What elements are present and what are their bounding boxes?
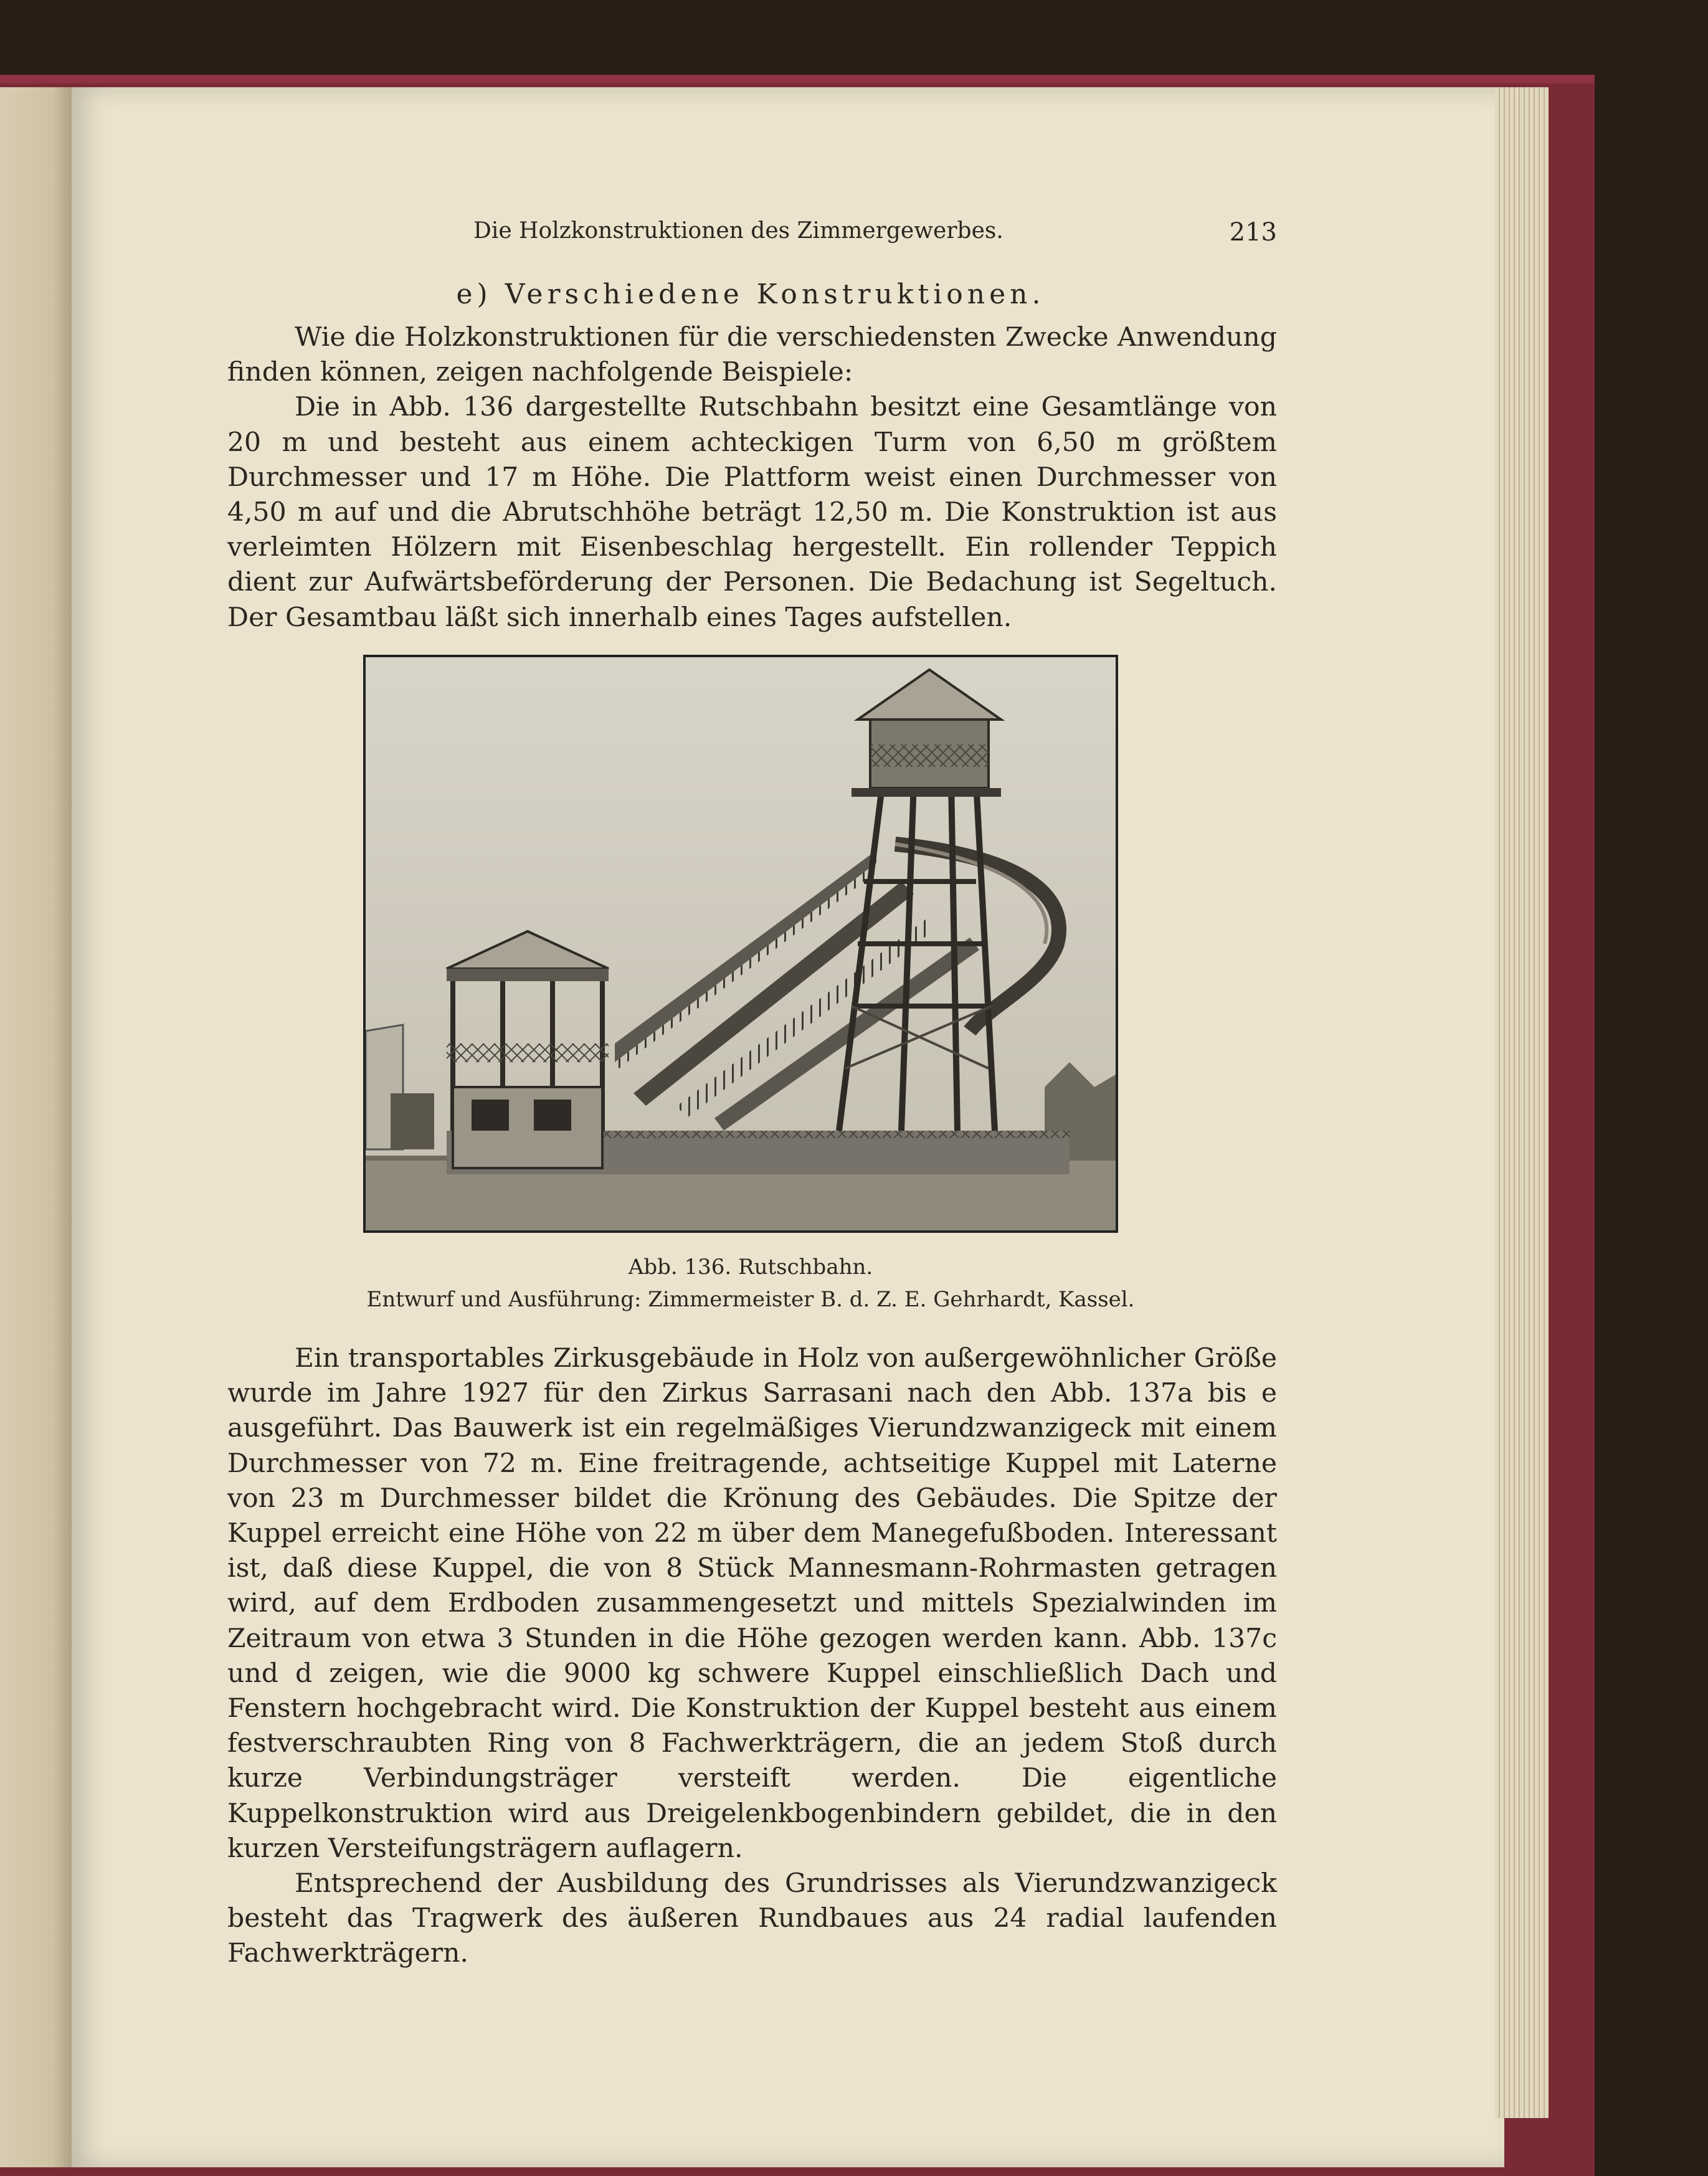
- paragraph: Entsprechend der Ausbildung des Grundrisses als Vierundzwanzigeck besteht das Tragwerk des äußeren Rundbaues aus 24 radial laufenden Fachwerkträgern.: [227, 1868, 1277, 1969]
- caption-title: Abb. 136. Rutschbahn.: [628, 1255, 873, 1280]
- body-text-bottom: [227, 1341, 1277, 1972]
- page-stack-edge: [1495, 87, 1557, 2118]
- body-text-top: [227, 320, 1277, 635]
- page-number: 213: [1229, 218, 1277, 247]
- facing-page-edge: [0, 87, 75, 2167]
- running-title: Die Holzkonstruktionen des Zimmergewerbes.: [473, 218, 1003, 244]
- caption-credit: Entwurf und Ausführung: Zimmermeister B. d. Z. E. Gehrhardt, Kassel.: [366, 1287, 1135, 1312]
- paragraph: Die in Abb. 136 dargestellte Rutschbahn besitzt eine Gesamtlänge von 20 m und besteht aus einem achteckigen Turm von 6,50 m größtem Durchmesser und 17 m Höhe. Die Plattform weist einen Durchmesser von 4,50 m auf und die Abrutschhöhe beträgt 12,50 m. Die Konstruktion ist aus verleimten Hölzern mit Eisenbeschlag hergestellt. Ein rollender Teppich dient zur Aufwärtsbeförderung der Personen. Die Bedachung ist Segeltuch. Der Gesamtbau läßt sich innerhalb eines Tages aufstellen.: [227, 392, 1277, 633]
- running-header: [224, 218, 1277, 255]
- section-heading: e) Verschiedene Konstruktionen.: [456, 278, 1045, 310]
- paragraph: Ein transportables Zirkusgebäude in Holz von außergewöhnlicher Größe wurde im Jahre 1927 für den Zirkus Sarrasani nach den Abb. 137a bis e ausgeführt. Das Bauwerk ist ein regelmäßiges Vierundzwanzigeck mit einem Durchmesser von 72 m. Eine freitragende, achtseitige Kuppel mit Laterne von 23 m Durchmesser bildet die Krönung des Gebäudes. Die Spitze der Kuppel erreicht eine Höhe von 22 m über dem Manegefußboden. Interessant ist, daß diese Kuppel, die von 8 Stück Mannesmann-Rohrmasten getragen wird, auf dem Erdboden zusammengesetzt und mittels Spezialwinden im Zeitraum von etwa 3 Stunden in die Höhe gezogen werden kann. Abb. 137c und d zeigen, wie die 9000 kg schwere Kuppel einschließlich Dach und Fenstern hochgebracht wird. Die Konstruktion der Kuppel besteht aus einem festverschraubten Ring von 8 Fachwerkträgern, die an jedem Stoß durch kurze Verbindungsträger versteift werden. Die eigentliche Kuppelkonstruktion wird aus Dreigelenkbogenbindern gebildet, die in den kurzen Versteifungsträgern auflagern.: [227, 1343, 1277, 1864]
- slide-photo: [366, 657, 1116, 1230]
- figure-caption: [224, 1251, 1277, 1316]
- paragraph: Wie die Holzkonstruktionen für die verschiedensten Zwecke Anwendung finden können, zeigen nachfolgende Beispiele:: [227, 322, 1277, 388]
- figure-photo-slide: [363, 655, 1118, 1233]
